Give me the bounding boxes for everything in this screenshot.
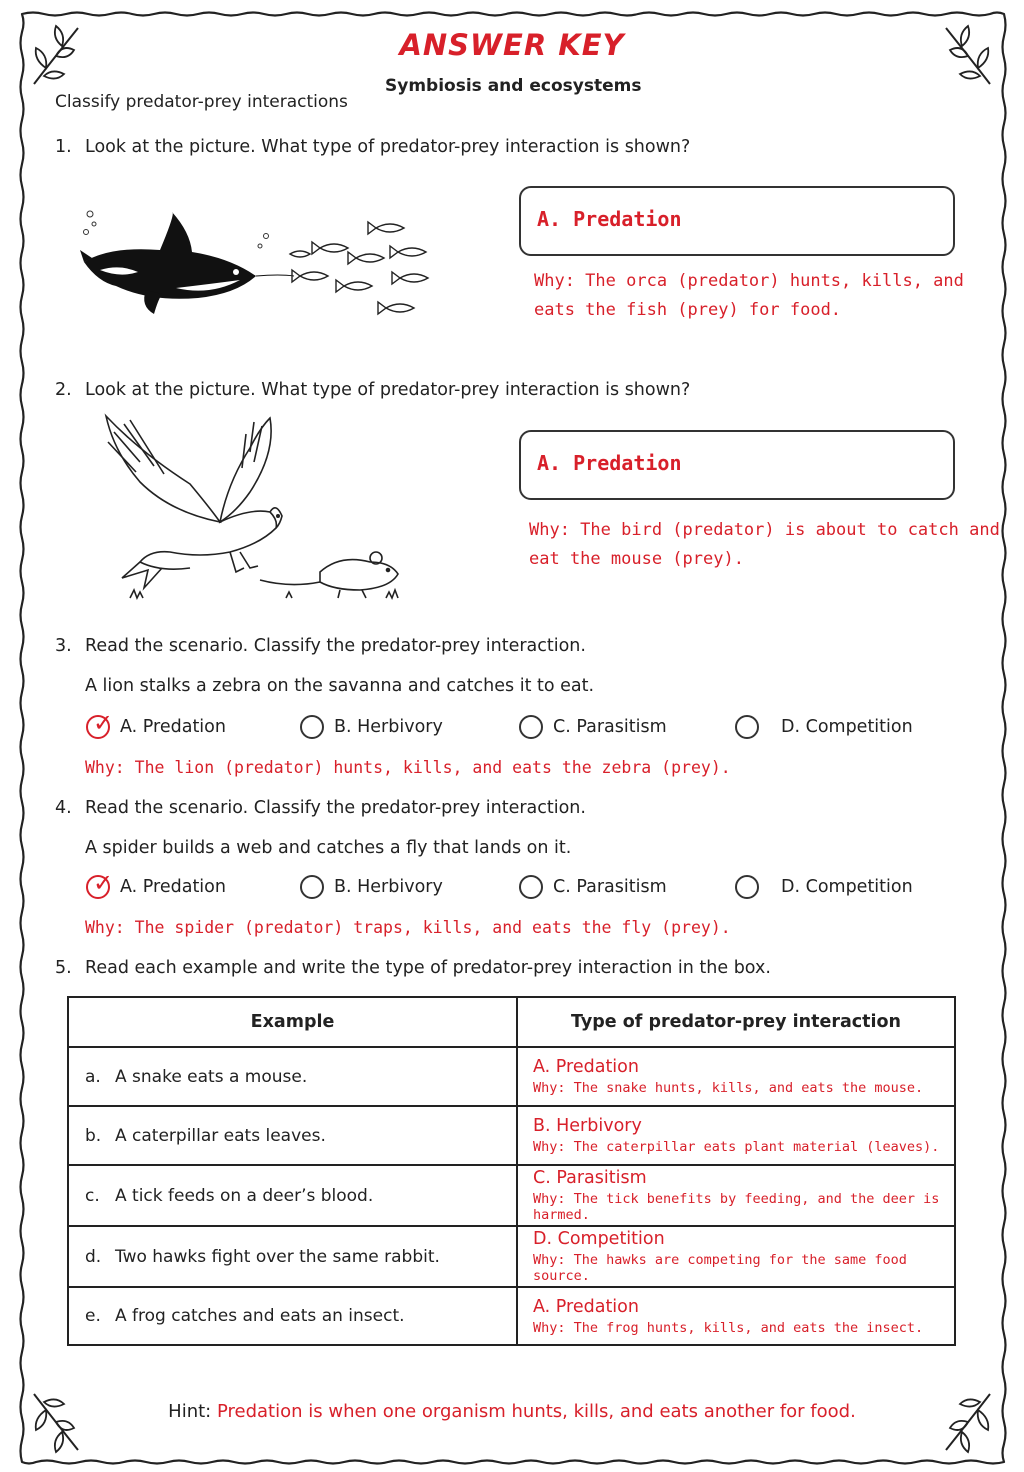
radio-circle-icon bbox=[735, 715, 759, 739]
question-2-prompt: 2. Look at the picture. What type of predator-prey interaction is shown? bbox=[55, 380, 691, 400]
example-cell: b. A caterpillar eats leaves. bbox=[68, 1106, 517, 1165]
question-3-scenario: A lion stalks a zebra on the savanna and catches it to eat. bbox=[85, 676, 595, 696]
question-4-option-b[interactable]: B. Herbivory bbox=[300, 875, 443, 899]
column-header-type: Type of predator-prey interaction bbox=[517, 997, 955, 1047]
question-3-option-c[interactable]: C. Parasitism bbox=[519, 715, 667, 739]
question-2-answer-box: A. Predation bbox=[519, 430, 955, 500]
page-title: ANSWER KEY bbox=[399, 28, 625, 62]
page-subtitle: Symbiosis and ecosystems bbox=[385, 76, 642, 96]
table-row bbox=[68, 1226, 955, 1287]
question-4-explanation: Why: The spider (predator) traps, kills, and eats the fly (prey). bbox=[85, 918, 731, 937]
type-answer-cell[interactable]: B. Herbivory Why: The caterpillar eats plant material (leaves). bbox=[517, 1106, 955, 1165]
table-row bbox=[68, 1165, 955, 1226]
type-answer-cell[interactable]: A. Predation Why: The snake hunts, kills, and eats the mouse. bbox=[517, 1047, 955, 1106]
radio-circle-icon bbox=[519, 715, 543, 739]
table-row bbox=[68, 1047, 955, 1106]
example-cell: c. A tick feeds on a deer’s blood. bbox=[68, 1165, 517, 1226]
question-1-prompt: 1. Look at the picture. What type of predator-prey interaction is shown? bbox=[55, 137, 691, 157]
question-2-explanation: Why: The bird (predator) is about to catch and eat the mouse (prey). bbox=[529, 520, 1000, 569]
type-answer-cell[interactable]: D. Competition Why: The hawks are competing for the same food source. bbox=[517, 1226, 955, 1287]
example-cell: d. Two hawks fight over the same rabbit. bbox=[68, 1226, 517, 1287]
type-answer-cell[interactable]: C. Parasitism Why: The tick benefits by feeding, and the deer is harmed. bbox=[517, 1165, 955, 1226]
example-cell: e. A frog catches and eats an insect. bbox=[68, 1287, 517, 1345]
question-3-explanation: Why: The lion (predator) hunts, kills, and eats the zebra (prey). bbox=[85, 758, 731, 777]
leaf-branch-icon bbox=[938, 1388, 998, 1458]
question-4-option-a[interactable]: ✓ A. Predation bbox=[86, 875, 226, 899]
question-3-option-d[interactable]: D. Competition bbox=[735, 715, 913, 739]
example-cell: a. A snake eats a mouse. bbox=[68, 1047, 517, 1106]
question-3-prompt: 3. Read the scenario. Classify the predator-prey interaction. bbox=[55, 636, 586, 656]
question-4-prompt: 4. Read the scenario. Classify the predator-prey interaction. bbox=[55, 798, 586, 818]
hint-line: Hint: Predation is when one organism hunts, kills, and eats another for food. bbox=[168, 1401, 856, 1422]
orca-chasing-fish-illustration bbox=[80, 202, 440, 327]
column-header-example: Example bbox=[68, 997, 517, 1047]
table-header-row bbox=[68, 997, 955, 1047]
radio-circle-icon bbox=[519, 875, 543, 899]
table-row bbox=[68, 1287, 955, 1345]
question-4-option-d[interactable]: D. Competition bbox=[735, 875, 913, 899]
type-answer-cell[interactable]: A. Predation Why: The frog hunts, kills, and eats the insect. bbox=[517, 1287, 955, 1345]
examples-table bbox=[67, 996, 956, 1346]
check-mark-icon: ✓ bbox=[86, 715, 110, 739]
question-1-answer-box: A. Predation bbox=[519, 186, 955, 256]
question-1-explanation: Why: The orca (predator) hunts, kills, and eats the fish (prey) for food. bbox=[534, 271, 964, 320]
question-3-option-a[interactable]: ✓ A. Predation bbox=[86, 715, 226, 739]
radio-circle-icon bbox=[300, 875, 324, 899]
table-row bbox=[68, 1106, 955, 1165]
bird-catching-mouse-illustration bbox=[100, 412, 420, 607]
radio-circle-icon bbox=[300, 715, 324, 739]
leaf-branch-icon bbox=[26, 1388, 86, 1458]
worksheet-topic: Classify predator-prey interactions bbox=[55, 92, 348, 112]
question-3-option-b[interactable]: B. Herbivory bbox=[300, 715, 443, 739]
radio-circle-icon bbox=[735, 875, 759, 899]
check-mark-icon: ✓ bbox=[86, 875, 110, 899]
question-4-scenario: A spider builds a web and catches a fly that lands on it. bbox=[85, 838, 572, 858]
question-5-prompt: 5. Read each example and write the type of predator-prey interaction in the box. bbox=[55, 958, 771, 978]
question-4-option-c[interactable]: C. Parasitism bbox=[519, 875, 667, 899]
